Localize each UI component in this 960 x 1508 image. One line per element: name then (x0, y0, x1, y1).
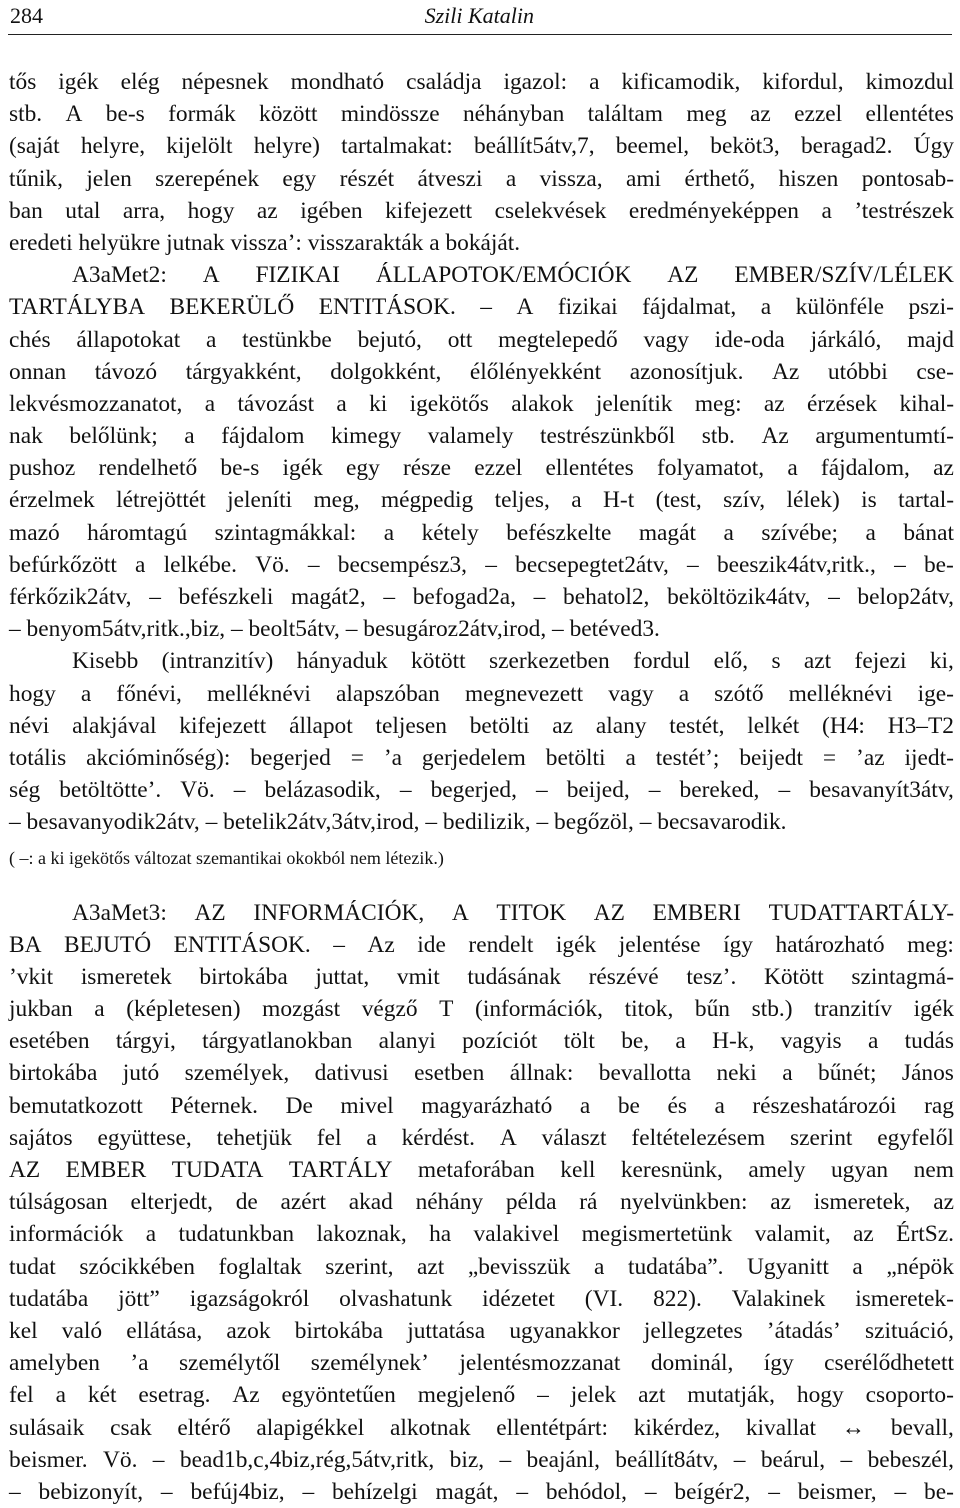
text-line: kel való ellátása, azok birtokába juttatása ugyanakkor jellegzetes ’átadás’ szituáció, (9, 1317, 954, 1344)
text-line: amelyben ’a személytől személynek’ jelentésmozzanat dominál, így cserélődhetett (9, 1350, 954, 1377)
text-line: mazó háromtagú szintagmákkal: a kétely befészkelte magát a szívébe; a bánat (9, 519, 954, 546)
text-line: birtokába jutó személyek, dativusi esetben állnak: bevallotta neki a bűnét; János (9, 1060, 954, 1087)
text-line: hogy a főnévi, melléknévi alapszóban megnevezett vagy a szótő melléknévi ige- (9, 680, 954, 707)
page-header (8, 0, 952, 35)
text-line: ban utal arra, hogy az igében kifejezett cselekvések eredményeképpen a ’testrészek (9, 197, 954, 224)
text-line: bemutatkozott Péternek. De mivel magyarázható a be és a részeshatározói rag (9, 1092, 954, 1119)
text-line: TARTÁLYBA BEKERÜLŐ ENTITÁSOK. – A fizikai fájdalmat, a különféle pszi- (9, 294, 954, 321)
running-head-author: Szili Katalin (424, 3, 534, 28)
text-line: túlságosan elterjedt, de azért akad néhány példa rá nyelvünkben: az ismeretek, az (9, 1189, 954, 1216)
text-line: tűnik, jelen szerepének egy részét átveszi a vissza, ami érthető, hiszen pontosab- (9, 165, 954, 192)
text-line: sajátos együttese, tehetjük fel a kérdést. A választ feltételezésem szerint egyfelől (9, 1124, 954, 1151)
text-line: nak belőlünk; a fájdalom kimegy valamely testrészünkből stb. Az argumentumtí- (9, 423, 954, 450)
text-line: férkőzik2átv, – befészkeli magát2, – befogad2a, – behatol2, beköltözik4átv, – belop2átv, (9, 584, 954, 610)
text-line: eredeti helyükre jutnak vissza’: visszarakták a bokáját. (9, 229, 521, 256)
text-line: befúrkőzött a lelkébe. Vö. – becsempész3, – becsepegtet2átv, – beeszik4átv,ritk., – be- (9, 551, 954, 578)
text-line: BA BEJUTÓ ENTITÁSOK. – Az ide rendelt igék jelentése így határozható meg: (9, 931, 954, 958)
text-line: lekvésmozzanatot, a távozást a ki igekötős alakok jelenítik meg: az érzések kihal- (9, 390, 954, 417)
text-line: ség betöltötte’. Vö. – belázasodik, – begerjed, – beijed, – bereked, – besavanyít3átv, (9, 777, 954, 804)
text-line: érzelmek létrejöttét jeleníti meg, mégpedig teljes, a H-t (test, szív, lélek) is tartal- (9, 487, 954, 514)
text-line: – besavanyodik2átv, – betelik2átv,3átv,irod, – bedilizik, – begőzöl, – becsavarodik. (9, 809, 787, 836)
page-body (9, 66, 954, 1508)
section-heading-line: A3aMet2: A FIZIKAI ÁLLAPOTOK/EMÓCIÓK AZ EMBER/SZÍV/LÉLEK (72, 262, 954, 289)
text-line: tudat szócikkében foglaltak szerint, azt „bevisszük a tudatába”. Ugyanitt a „népök (9, 1253, 954, 1280)
text-line: – benyom5átv,ritk.,biz, – beolt5átv, – besugároz2átv,irod, – betéved3. (9, 616, 660, 643)
text-line: totális akcióminőség): begerjed = ’a gerjedelem betölti a testét’; beijedt = ’az ijedt- (9, 744, 954, 771)
section-heading-line: A3aMet3: AZ INFORMÁCIÓK, A TITOK AZ EMBERI TUDATTARTÁLY- (72, 899, 954, 926)
text-line: névi alakjával kifejezett állapot teljesen betölti az alany testét, lelkét (H4: H3–T2 (9, 712, 954, 739)
text-line: sulásaik csak eltérő alapigékkel alkotnak ellentétpárt: kikérdez, kivallat ↔ bevall, (9, 1414, 954, 1441)
paragraph-first-line: Kisebb (intranzitív) hányaduk kötött szerkezetben fordul elő, s azt fejezi ki, (72, 648, 954, 675)
text-line: pushoz rendelhető be-s igék egy része ezzel ellentétes folyamatot, a fájdalom, az (9, 455, 954, 482)
text-line: chés állapotokat a testünkbe bejutó, ott megtelepedő vagy ide-oda járkáló, majd (9, 326, 954, 353)
text-line: onnan távozó tárgyakként, dolgokként, élőlényekként azonosítjuk. Az utóbbi cse- (9, 358, 954, 385)
spacer (9, 879, 954, 897)
text-line: (saját helyre, kijelölt helyre) tartalmakat: beállít5átv,7, beemel, beköt3, beragad2. Úgy (9, 133, 954, 160)
text-line: – bebizonyít, – befúj4biz, – behízelgi magát, – behódol, – beígér2, – beismer, – be- (9, 1478, 954, 1505)
text-line: fel a két esetrag. Az egyöntetűen megjelenő – jelek azt mutatják, hogy csoporto- (9, 1382, 954, 1409)
text-line: jukban a (képletesen) mozgást végző T (információk, titok, bűn stb.) tranzitív igék (9, 996, 954, 1023)
footnote-line: ( –: a ki igekötős változat szemantikai okokból nem létezik.) (9, 847, 444, 868)
page-number: 284 (10, 3, 43, 28)
text-line: beismer. Vö. – bead1b,c,4biz,rég,5átv,ritk, biz, – beajánl, beállít8átv, – beárul, – bebeszél, (9, 1446, 954, 1473)
text-line: AZ EMBER TUDATA TARTÁLY metaforában kell keresnünk, amely ugyan nem (9, 1157, 954, 1183)
text-line: információk a tudatunkban lakoznak, ha valakivel megismertetünk valamit, az ÉrtSz. (9, 1221, 954, 1248)
text-line: stb. A be-s formák között mindössze néhányban találtam meg az ezzel ellentétes (9, 101, 954, 128)
text-line: tudatába jött” igazságokról olvashatunk idézetet (VI. 822). Valakinek ismeretek- (9, 1285, 954, 1312)
text-line: ’vkit ismeretek birtokába juttat, vmit tudásának részévé tesz’. Kötött szintagmá- (9, 963, 954, 990)
text-line: tős igék elég népesnek mondható családja igazol: a kificamodik, kifordul, kimozdul (9, 69, 954, 95)
text-line: esetében tárgyi, tárgyatlanokban alanyi pozíciót tölt be, a H-k, vagyis a tudás (9, 1028, 954, 1055)
